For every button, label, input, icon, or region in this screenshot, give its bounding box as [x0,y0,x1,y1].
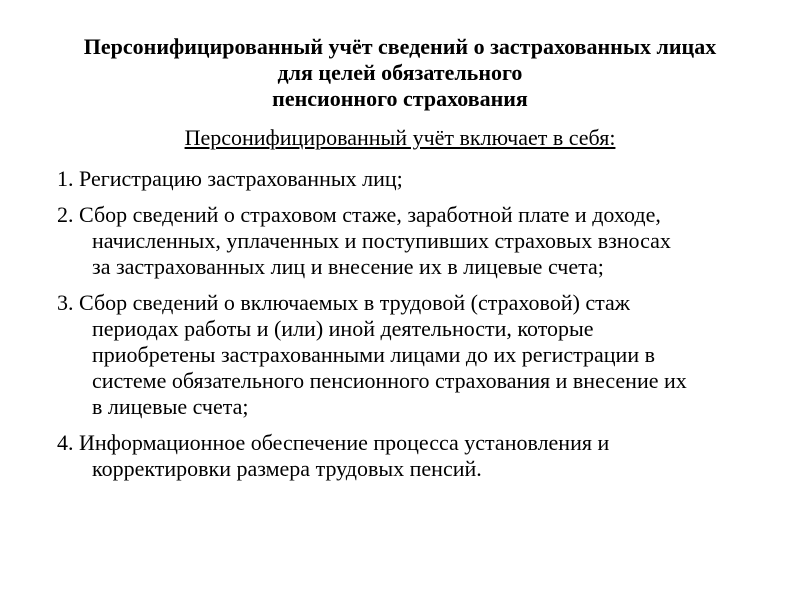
item-list [57,166,777,492]
item-line: начисленных, уплаченных и поступивших страховых взносах [92,228,671,253]
list-item-3 [57,290,777,420]
list-item-2 [57,202,777,280]
item-line: 1. Регистрацию застрахованных лиц; [57,166,403,191]
item-line: 2. Сбор сведений о страховом стаже, заработной плате и доходе, [57,202,661,227]
item-line: 4. Информационное обеспечение процесса установления и [57,430,610,455]
item-line: периодах работы и (или) иной деятельности, которые [92,316,594,341]
item-line: за застрахованных лиц и внесение их в лицевые счета; [92,254,604,279]
title-line: для целей обязательного [277,60,523,85]
item-line: приобретены застрахованными лицами до их регистрации в [92,342,655,367]
title-line: Персонифицированный учёт сведений о застрахованных лицах [83,34,717,59]
title-line: пенсионного страхования [272,86,528,111]
item-line: 3. Сбор сведений о включаемых в трудовой (страховой) стаж [57,290,631,315]
item-line: корректировки размера трудовых пенсий. [92,456,482,481]
slide-subtitle: Персонифицированный учёт включает в себя: [184,125,616,150]
list-item-4 [57,430,777,482]
list-item-1 [57,166,777,192]
item-line: системе обязательного пенсионного страхования и внесение их [92,368,687,393]
item-line: в лицевые счета; [92,394,249,419]
slide-title [20,34,780,112]
